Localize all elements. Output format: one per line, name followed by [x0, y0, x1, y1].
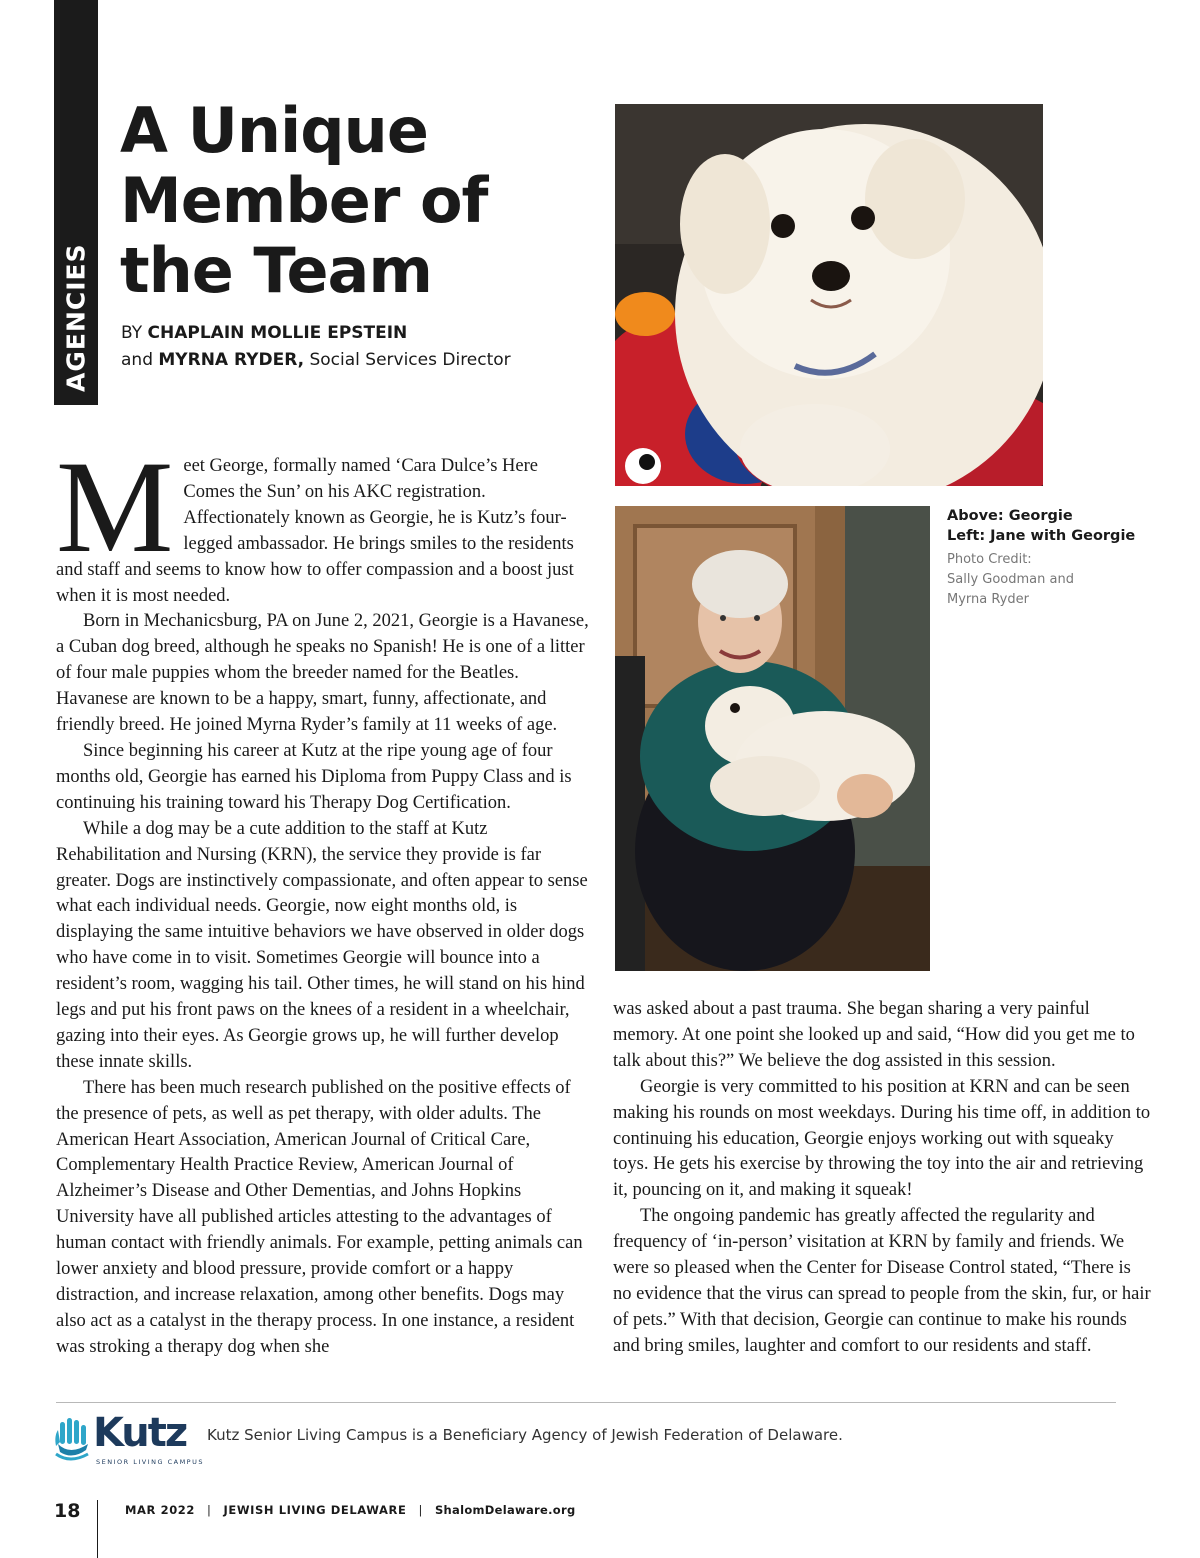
byline-role: Social Services Director [304, 350, 511, 370]
headline-line-3: the Team [120, 234, 432, 307]
article-paragraph: Georgie is very committed to his position at KRN and can be seen making his rounds on most weekdays. During his time off, in addition to continuing his education, Georgie enjoys working out with squeaky toys. He gets his exercise by throwing the toy into the air and retrieving it, pouncing on it, and making it squeak! [613, 1076, 1151, 1201]
photo-jane-with-georgie [615, 506, 930, 971]
footer-separator: | [207, 1503, 212, 1517]
footer-meta [125, 1503, 575, 1517]
article-paragraph: Since beginning his career at Kutz at the ripe young age of four months old, Georgie has earned his Diploma from Puppy Class and is continuing his training toward his Therapy Dog Certification. [56, 740, 572, 813]
photo-credit-line-1: Sally Goodman and [947, 572, 1074, 587]
article-paragraph: While a dog may be a cute addition to the staff at Kutz Rehabilitation and Nursing (KRN), the service they provide is far greater. Dogs are instinctively compassionate, and often appear to sense what each individual needs. Georgie, now eight months old, is displaying the same intuitive behaviors we have observed in older dogs who have come in to visit. Sometimes Georgie will bounce into a resident’s room, wagging his tail. Other times, he will stand on his hind legs and put his front paws on the knees of a resident in a wheelchair, gazing into their eyes. As Georgie grows up, he will further develop these innate skills. [56, 818, 588, 1072]
headline-line-1: A Unique [120, 94, 428, 167]
article-paragraph: Born in Mechanicsburg, PA on June 2, 2021, Georgie is a Havanese, a Cuban dog breed, although he speaks no Spanish! He is one of a litter of four male puppies whom the breeder named for the Beatles. Havanese are known to be a happy, smart, funny, affectionate, and friendly breed. He joined Myrna Ryder’s family at 11 weeks of age. [56, 611, 589, 736]
caption-line-left: Left: Jane with Georgie [947, 528, 1136, 544]
article-column-left [56, 433, 592, 1361]
kutz-subtitle: SENIOR LIVING CAMPUS [96, 1458, 204, 1466]
headline [120, 96, 590, 306]
beneficiary-statement: Kutz Senior Living Campus is a Beneficiary Agency of Jewish Federation of Delaware. [207, 1426, 843, 1444]
hand-icon [50, 1416, 92, 1462]
page-number: 18 [54, 1500, 81, 1522]
headline-line-2: Member of [120, 164, 488, 237]
byline-author-2: MYRNA RYDER, [158, 350, 305, 370]
photo-georgie [615, 104, 1043, 486]
dog-photo-illustration [615, 104, 1043, 486]
footer-separator: | [418, 1503, 423, 1517]
byline-and: and [121, 350, 159, 370]
photo-credit-label: Photo Credit: [947, 552, 1032, 567]
article-paragraph: was asked about a past trauma. She began sharing a very painful memory. At one point she looked up and said, “How did you get me to talk about this?” We believe the dog assisted in this session. [613, 999, 1135, 1071]
article-paragraph: The ongoing pandemic has greatly affected the regularity and frequency of ‘in-person’ visitation at KRN by family and friends. We were so pleased when the Center for Disease Control stated, “There is no evidence that the virus can spread to people from the skin, fur, or hair of pets.” With that decision, Georgie can continue to make his rounds and bring smiles, laughter and comfort to our residents and staff. [613, 1206, 1151, 1356]
photo-credit-line-2: Myrna Ryder [947, 592, 1029, 607]
article-paragraph: There has been much research published on the positive effects of the presence of pets, as well as pet therapy, with older adults. The American Heart Association, American Journal of Critical Care, Complementary Health Practice Review, American Journal of Alzheimer’s Disease and Other Dementias, and Johns Hopkins University have all published articles attesting to the advantages of human contact with friendly animals. For example, petting animals can lower anxiety and blood pressure, provide comfort or a happy distraction, and increase relaxation, among other benefits. Dogs may also act as a catalyst in the therapy process. In one instance, a resident was stroking a therapy dog when she [56, 1077, 583, 1357]
byline-author-1: CHAPLAIN MOLLIE EPSTEIN [147, 323, 408, 343]
article-column-right [613, 997, 1153, 1360]
jane-photo-illustration [615, 506, 930, 971]
article-paragraph [56, 433, 592, 609]
footer-vertical-rule [97, 1500, 98, 1558]
drop-cap: M [56, 433, 174, 580]
byline [121, 320, 591, 374]
kutz-logo [50, 1410, 204, 1470]
footer-date: MAR 2022 [125, 1503, 196, 1517]
footer-divider [56, 1402, 1116, 1403]
kutz-wordmark: Kutz [93, 1410, 187, 1456]
footer-publication: JEWISH LIVING DELAWARE [223, 1503, 407, 1517]
photo-caption [947, 506, 1177, 610]
photo-credit [947, 550, 1177, 610]
byline-by: BY [121, 323, 148, 343]
paragraph-text: eet George, formally named ‘Cara Dulce’s Here Comes the Sun’ on his AKC registration. Affectionately known as Georgie, he is Kutz’s four-legged ambassador. He brings smiles to the residents and staff and seems to know how to offer compassion and a boost just when it is most needed. [56, 456, 574, 606]
caption-line-above: Above: Georgie [947, 508, 1073, 524]
footer-website-link[interactable]: ShalomDelaware.org [434, 1503, 576, 1517]
section-label: AGENCIES [61, 243, 91, 392]
